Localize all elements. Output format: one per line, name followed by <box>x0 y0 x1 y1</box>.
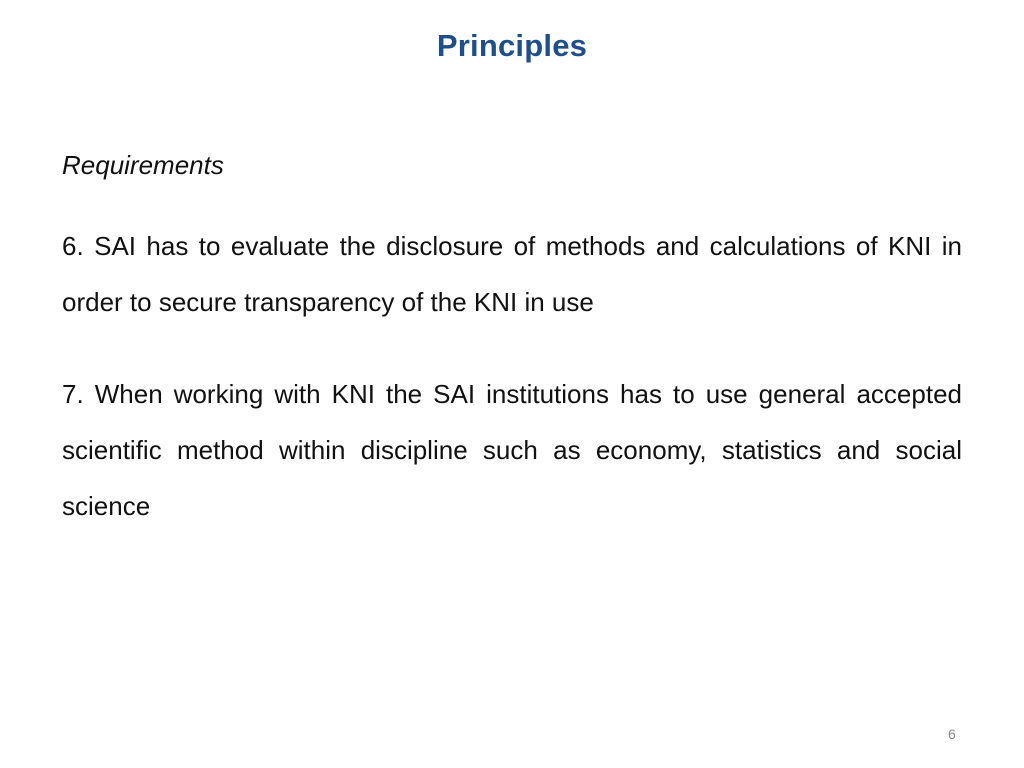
slide-title: Principles <box>436 28 588 63</box>
requirements-subheading: Requirements <box>62 150 224 180</box>
page-number: 6 <box>948 726 956 742</box>
requirement-paragraph-7: 7. When working with KNI the SAI institutions has to use general accepted scientific method within discipline such as economy, statistics and social science <box>62 379 962 521</box>
slide-body <box>62 146 962 570</box>
requirement-paragraph-6: 6. SAI has to evaluate the disclosure of methods and calculations of KNI in order to secure transparency of the KNI in use <box>62 231 962 317</box>
